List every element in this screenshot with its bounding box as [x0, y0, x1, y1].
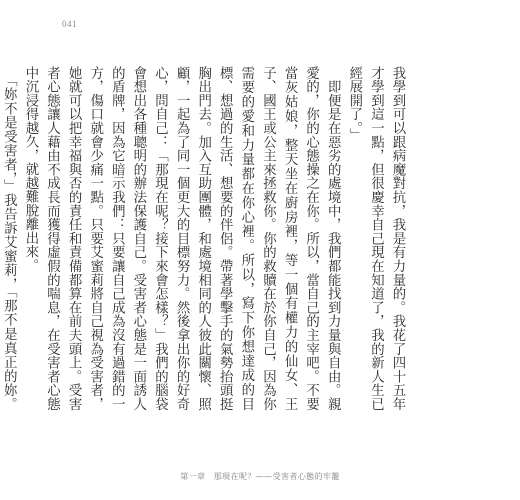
page-number: 041	[62, 19, 77, 29]
paragraph: 即便是在惡劣的處境中，我們都能找到力量與自由。親愛的，你的心態操之在你。所以，當自己的主宰吧。不要當灰姑娘，整天坐在廚房裡，等一個有權力的仙女、王子、國王或公主來拯救你。你的救贖在於你自己，因為你需要的愛和力量都在你心裡。所以，寫下你想達成的目標、想過的生活、想要的伴侶。帶著學擊手的氣勢抬頭挺胸出門去。加入互助團體，和處境相同的人彼此關懷、照顧，一起為了同一個更大的目標努力。然後拿出你的好奇心，問自己：「那現在呢？接下來會怎樣？」我們的腦袋會想出各種聰明的辦法保護自己。受害者心態是一面誘人的盾牌，因為它暗示我們：只要讓自己成為沒有過錯的一方，傷口就會少痛一點。只要艾蜜莉將自己視為受害者，她就可以把幸福與否的責任和責備都算在前夫頭上。受害者心態讓人藉由不成長而獲得虛假的喘息，在受害者心態中沉浸得越久，就越難脫離出來。	[22, 66, 341, 411]
paragraph: 「妳不是受害者，」我告訴艾蜜莉，「那不是真正的妳。	[1, 80, 17, 411]
body-text	[0, 66, 408, 411]
paragraph: 我學到可以跟病魔對抗，我是有力量的。我花了四十五年才學到這一點，但很慶幸自己現在知道了，我的新人生已經展開了。」	[346, 66, 405, 411]
running-footer: 第一章 那現在呢？——受害者心態的牢籠	[180, 472, 340, 481]
